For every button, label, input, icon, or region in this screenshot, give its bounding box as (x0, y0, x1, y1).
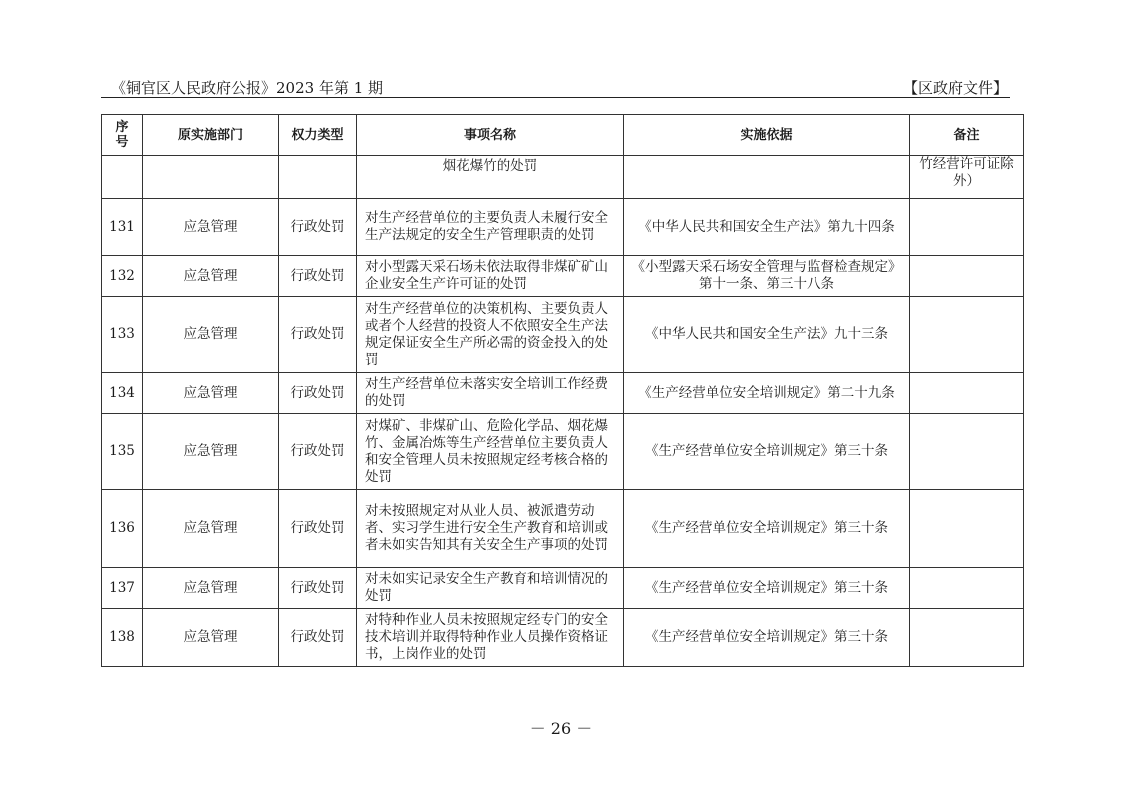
cell-dept: 应急管理 (143, 609, 279, 667)
table-row (102, 609, 1024, 667)
cell-type: 行政处罚 (279, 199, 357, 256)
cell-no: 131 (102, 199, 143, 256)
cell-dept: 应急管理 (143, 199, 279, 256)
cell-basis: 《生产经营单位安全培训规定》第三十条 (624, 568, 910, 609)
continuation-no (102, 156, 143, 199)
cell-name: 对生产经营单位的决策机构、主要负责人或者个人经营的投资人不依照安全生产法规定保证安全生产所必需的资金投入的处罚 (357, 297, 624, 373)
cell-no: 138 (102, 609, 143, 667)
cell-name: 对未如实记录安全生产教育和培训情况的处罚 (357, 568, 624, 609)
cell-remark (910, 490, 1024, 568)
page-header (101, 77, 1010, 98)
cell-remark (910, 568, 1024, 609)
cell-type: 行政处罚 (279, 414, 357, 490)
table-row (102, 199, 1024, 256)
cell-no: 134 (102, 373, 143, 414)
table-row (102, 373, 1024, 414)
cell-name: 对生产经营单位的主要负责人未履行安全生产法规定的安全生产管理职责的处罚 (357, 199, 624, 256)
cell-remark (910, 199, 1024, 256)
table-header-row (102, 115, 1024, 156)
continuation-remark: 竹经营许可证除外） (910, 156, 1024, 199)
cell-type: 行政处罚 (279, 609, 357, 667)
cell-dept: 应急管理 (143, 373, 279, 414)
cell-remark (910, 373, 1024, 414)
cell-remark (910, 297, 1024, 373)
cell-type: 行政处罚 (279, 490, 357, 568)
continuation-type (279, 156, 357, 199)
cell-dept: 应急管理 (143, 490, 279, 568)
cell-no: 135 (102, 414, 143, 490)
cell-type: 行政处罚 (279, 568, 357, 609)
cell-dept: 应急管理 (143, 414, 279, 490)
table-row (102, 256, 1024, 297)
cell-basis: 《中华人民共和国安全生产法》第九十四条 (624, 199, 910, 256)
cell-no: 137 (102, 568, 143, 609)
cell-name: 对煤矿、非煤矿山、危险化学品、烟花爆竹、金属冶炼等生产经营单位主要负责人和安全管理人员未按照规定经考核合格的处罚 (357, 414, 624, 490)
cell-remark (910, 414, 1024, 490)
page-number: － 26 － (529, 719, 593, 738)
cell-no: 133 (102, 297, 143, 373)
cell-no: 132 (102, 256, 143, 297)
cell-basis: 《生产经营单位安全培训规定》第三十条 (624, 490, 910, 568)
col-header-dept: 原实施部门 (143, 115, 279, 156)
cell-name: 对生产经营单位未落实安全培训工作经费的处罚 (357, 373, 624, 414)
continuation-dept (143, 156, 279, 199)
power-items-table (101, 114, 1024, 667)
table-row (102, 568, 1024, 609)
cell-no: 136 (102, 490, 143, 568)
cell-remark (910, 609, 1024, 667)
publication-title: 《铜官区人民政府公报》2023 年第 1 期 (111, 79, 384, 97)
cell-basis: 《小型露天采石场安全管理与监督检查规定》第十一条、第三十八条 (624, 256, 910, 297)
cell-basis: 《生产经营单位安全培训规定》第三十条 (624, 609, 910, 667)
table-row (102, 414, 1024, 490)
continuation-name: 烟花爆竹的处罚 (357, 156, 624, 199)
cell-name: 对小型露天采石场未依法取得非煤矿矿山企业安全生产许可证的处罚 (357, 256, 624, 297)
col-header-type: 权力类型 (279, 115, 357, 156)
cell-name: 对未按照规定对从业人员、被派遣劳动者、实习学生进行安全生产教育和培训或者未如实告知其有关安全生产事项的处罚 (357, 490, 624, 568)
continuation-basis (624, 156, 910, 199)
cell-dept: 应急管理 (143, 568, 279, 609)
cell-basis: 《中华人民共和国安全生产法》九十三条 (624, 297, 910, 373)
cell-remark (910, 256, 1024, 297)
cell-type: 行政处罚 (279, 256, 357, 297)
col-header-remark: 备注 (910, 115, 1024, 156)
cell-dept: 应急管理 (143, 256, 279, 297)
section-label: 【区政府文件】 (902, 79, 1008, 97)
col-header-name: 事项名称 (357, 115, 624, 156)
continuation-row (102, 156, 1024, 199)
table-row (102, 490, 1024, 568)
cell-basis: 《生产经营单位安全培训规定》第二十九条 (624, 373, 910, 414)
cell-type: 行政处罚 (279, 373, 357, 414)
cell-basis: 《生产经营单位安全培训规定》第三十条 (624, 414, 910, 490)
col-header-no: 序号 (102, 115, 143, 156)
cell-name: 对特种作业人员未按照规定经专门的安全技术培训并取得特种作业人员操作资格证书，上岗作业的处罚 (357, 609, 624, 667)
col-header-basis: 实施依据 (624, 115, 910, 156)
table-row (102, 297, 1024, 373)
cell-type: 行政处罚 (279, 297, 357, 373)
cell-dept: 应急管理 (143, 297, 279, 373)
